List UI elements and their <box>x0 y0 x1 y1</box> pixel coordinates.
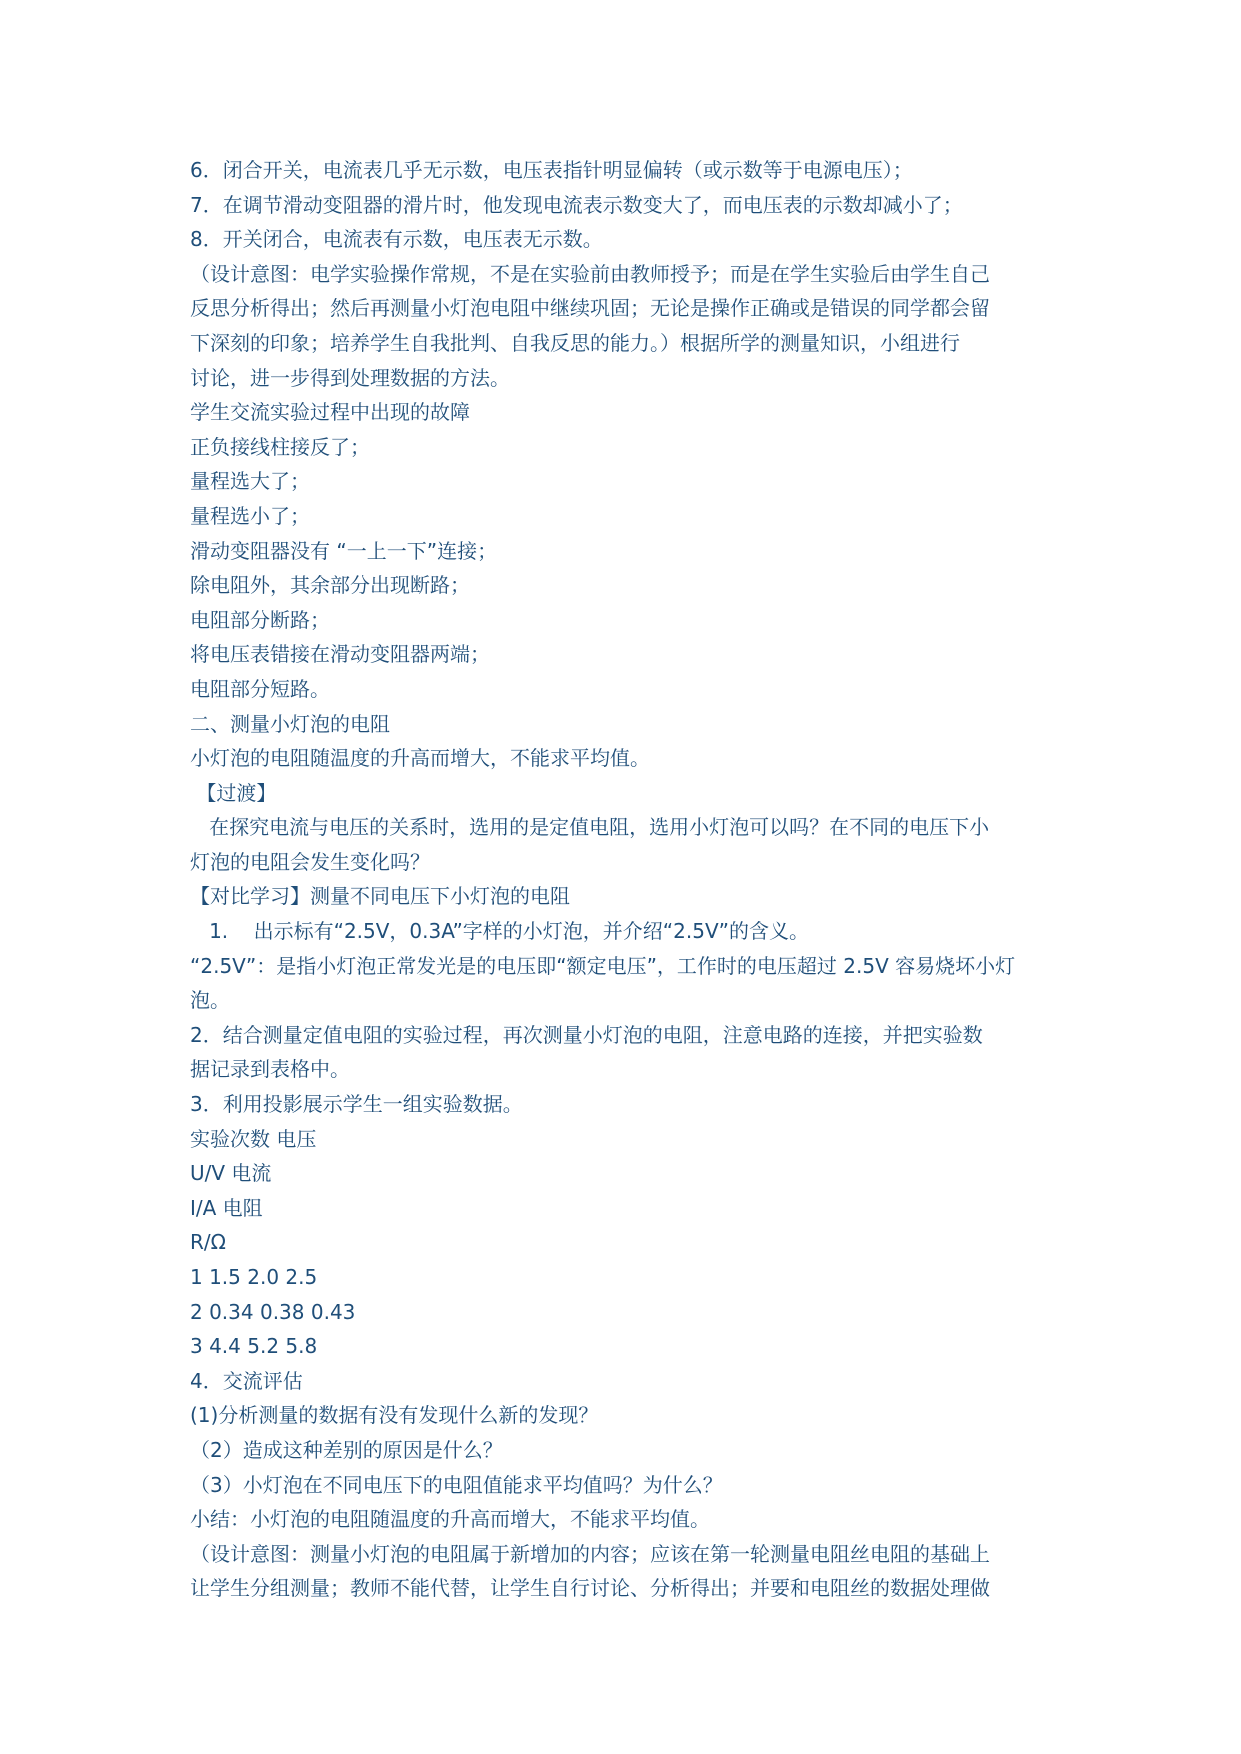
text-line-36: 4．交流评估 <box>190 1368 303 1393</box>
text-line-23: 1. 出示标有“2.5V，0.3A”字样的小灯泡，并介绍“2.5V”的含义。 <box>190 919 810 944</box>
text-line-40: 小结：小灯泡的电阻随温度的升高而增大，不能求平均值。 <box>190 1507 710 1532</box>
text-line-3: 8．开关闭合，电流表有示数，电压表无示数。 <box>190 227 603 252</box>
text-line-20: 在探究电流与电压的关系时，选用的是定值电阻，选用小灯泡可以吗？在不同的电压下小 <box>190 815 990 840</box>
text-line-22: 【对比学习】测量不同电压下小灯泡的电阻 <box>190 884 570 909</box>
table-text-line-3: I/A 电阻 <box>190 1195 263 1220</box>
text-line-13: 除电阻外，其余部分出现断路； <box>190 573 470 598</box>
text-line-21: 灯泡的电阻会发生变化吗？ <box>190 849 430 874</box>
text-line-4: （设计意图：电学实验操作常规，不是在实验前由教师授予；而是在学生实验后由学生自己 <box>190 261 990 286</box>
table-text-line-7: 3 4.4 5.2 5.8 <box>190 1334 318 1359</box>
text-line-12: 滑动变阻器没有 “一上一下”连接； <box>190 538 498 563</box>
text-line-38: （2）造成这种差别的原因是什么？ <box>190 1437 503 1462</box>
text-line-14: 电阻部分断路； <box>190 607 330 632</box>
text-line-37: (1)分析测量的数据有没有发现什么新的发现？ <box>190 1403 599 1428</box>
text-line-9: 正负接线柱接反了； <box>190 434 370 459</box>
text-line-11: 量程选小了； <box>190 503 310 528</box>
text-line-6: 下深刻的印象；培养学生自我批判、自我反思的能力。）根据所学的测量知识，小组进行 <box>190 330 960 355</box>
text-line-28: 3．利用投影展示学生一组实验数据。 <box>190 1092 523 1117</box>
text-line-42: 让学生分组测量；教师不能代替，让学生自行讨论、分析得出；并要和电阻丝的数据处理做 <box>190 1576 990 1601</box>
text-line-39: （3）小灯泡在不同电压下的电阻值能求平均值吗？为什么？ <box>190 1472 723 1497</box>
section-heading: 二、测量小灯泡的电阻 <box>190 711 390 736</box>
table-text-line-4: R/Ω <box>190 1230 226 1255</box>
text-line-1: 6．闭合开关，电流表几乎无示数，电压表指针明显偏转（或示数等于电源电压）； <box>190 158 913 182</box>
text-line-10: 量程选大了； <box>190 469 310 494</box>
text-line-8: 学生交流实验过程中出现的故障 <box>190 400 470 425</box>
text-line-41: （设计意图：测量小灯泡的电阻属于新增加的内容；应该在第一轮测量电阻丝电阻的基础上 <box>190 1541 990 1566</box>
text-line-26: 2．结合测量定值电阻的实验过程，再次测量小灯泡的电阻，注意电路的连接，并把实验数 <box>190 1022 983 1047</box>
text-line-24: “2.5V”：是指小灯泡正常发光是的电压即“额定电压”，工作时的电压超过 2.5V 容易烧坏小灯 <box>190 953 1016 978</box>
text-line-25: 泡。 <box>190 988 230 1013</box>
table-text-line-2: U/V 电流 <box>190 1161 272 1186</box>
table-text-line-6: 2 0.34 0.38 0.43 <box>190 1299 356 1324</box>
text-line-19: 【过渡】 <box>190 780 277 805</box>
text-line-27: 据记录到表格中。 <box>190 1057 350 1082</box>
text-line-15: 将电压表错接在滑动变阻器两端； <box>190 642 490 667</box>
text-line-2: 7．在调节滑动变阻器的滑片时，他发现电流表示数变大了，而电压表的示数却减小了； <box>190 192 963 217</box>
table-text-line-5: 1 1.5 2.0 2.5 <box>190 1265 318 1289</box>
text-line-7: 讨论，进一步得到处理数据的方法。 <box>190 365 510 390</box>
document-body <box>190 153 1060 1606</box>
text-line-18: 小灯泡的电阻随温度的升高而增大，不能求平均值。 <box>190 746 650 771</box>
text-line-16: 电阻部分短路。 <box>190 676 330 701</box>
text-line-5: 反思分析得出；然后再测量小灯泡电阻中继续巩固；无论是操作正确或是错误的同学都会留 <box>190 296 990 321</box>
table-text-line-1: 实验次数 电压 <box>190 1126 317 1151</box>
